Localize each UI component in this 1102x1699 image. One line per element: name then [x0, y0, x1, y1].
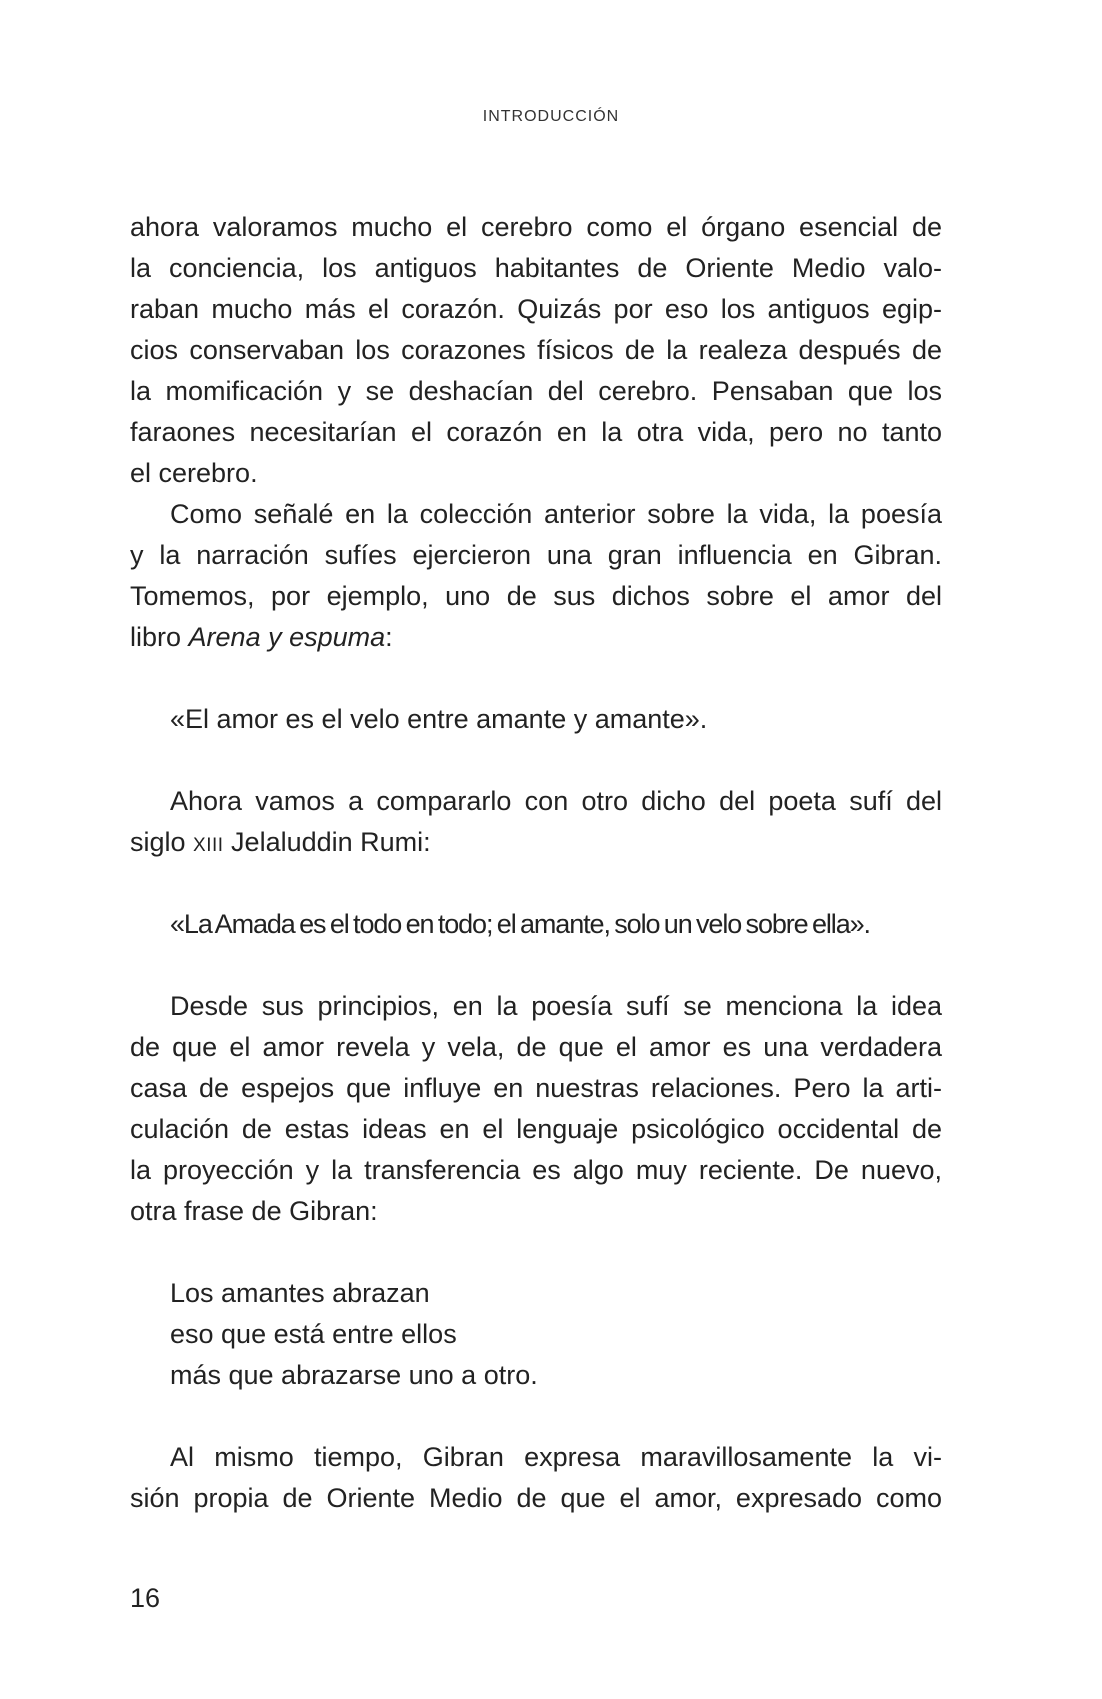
paragraph-line: Tomemos, por ejemplo, uno de sus dichos sobre el amor del [130, 581, 942, 611]
paragraph-line [130, 822, 942, 863]
poem-line: más que abrazarse uno a otro. [170, 1360, 538, 1390]
paragraph-line: Como señalé en la colección anterior sobre la vida, la poesía [170, 499, 942, 529]
text-run: : [385, 622, 393, 652]
paragraph-line: Desde sus principios, en la poesía sufí se menciona la idea [170, 991, 942, 1021]
paragraph-line: la proyección y la transferencia es algo muy reciente. De nuevo, [130, 1155, 942, 1185]
paragraph-line: sión propia de Oriente Medio de que el amor, expresado como [130, 1483, 942, 1513]
text-run: libro [130, 622, 189, 652]
paragraph-line: culación de estas ideas en el lenguaje psicológico occidental de [130, 1114, 942, 1144]
paragraph-line: Al mismo tiempo, Gibran expresa maravillosamente la vi- [170, 1442, 942, 1472]
paragraph-line: otra frase de Gibran: [130, 1196, 378, 1226]
paragraph-line: raban mucho más el corazón. Quizás por eso los antiguos egip- [130, 294, 942, 324]
running-head: INTRODUCCIÓN [482, 108, 620, 125]
paragraph-line: ahora valoramos mucho el cerebro como el órgano esencial de [130, 212, 942, 242]
book-title: Arena y espuma [188, 622, 386, 652]
poem-line: eso que está entre ellos [170, 1319, 457, 1349]
paragraph-line: y la narración sufíes ejercieron una gran influencia en Gibran. [130, 540, 942, 570]
text-run: siglo [130, 827, 194, 857]
quote-line: «La Amada es el todo en todo; el amante, solo un velo sobre ella». [170, 909, 870, 939]
paragraph-line: el cerebro. [130, 458, 258, 488]
paragraph-line: la momificación y se deshacían del cerebro. Pensaban que los [130, 376, 942, 406]
quote-line: «El amor es el velo entre amante y amante». [170, 704, 708, 734]
paragraph-line: cios conservaban los corazones físicos de la realeza después de [130, 335, 942, 365]
page-number: 16 [130, 1583, 161, 1613]
spacer [130, 945, 942, 986]
century-numeral: XIII [193, 835, 224, 856]
spacer [130, 863, 942, 904]
paragraph-line: casa de espejos que influye en nuestras relaciones. Pero la arti- [130, 1073, 942, 1103]
poem-line: Los amantes abrazan [170, 1278, 430, 1308]
spacer [130, 740, 942, 781]
paragraph-line: la conciencia, los antiguos habitantes de Oriente Medio valo- [130, 253, 942, 283]
paragraph-line: Ahora vamos a compararlo con otro dicho del poeta sufí del [170, 786, 942, 816]
spacer [130, 658, 942, 699]
paragraph-line: faraones necesitarían el corazón en la otra vida, pero no tanto [130, 417, 942, 447]
spacer [130, 1396, 942, 1437]
paragraph-line [130, 617, 942, 658]
spacer [130, 1232, 942, 1273]
text-run: Jelaluddin Rumi: [223, 827, 431, 857]
body-text [130, 207, 942, 1519]
paragraph-line: de que el amor revela y vela, de que el amor es una verdadera [130, 1032, 942, 1062]
